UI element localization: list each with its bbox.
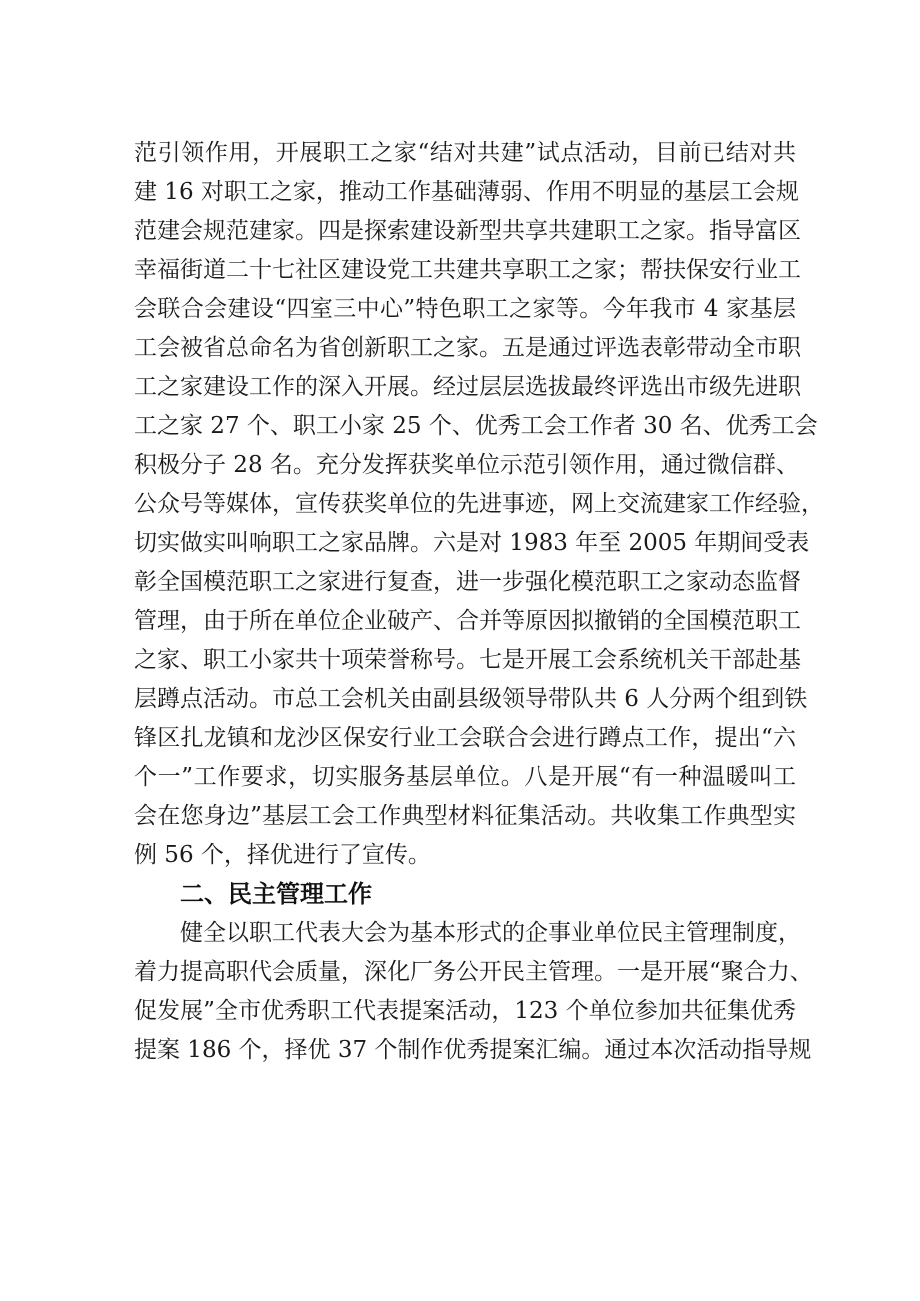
text-line: 工之家 27 个、职工小家 25 个、优秀工会工作者 30 名、优秀工会 <box>134 413 818 439</box>
text-line: 例 56 个，择优进行了宣传。 <box>134 842 431 868</box>
text-line: 管理，由于所在单位企业破产、合并等原因拟撤销的全国模范职工 <box>134 608 801 634</box>
text-line: 工之家建设工作的深入开展。经过层层选拔最终评选出市级先进职 <box>134 374 801 400</box>
text-line: 会在您身边”基层工会工作典型材料征集活动。共收集工作典型实 <box>134 803 796 829</box>
text-line: 工会被省总命名为省创新职工之家。五是通过评选表彰带动全市职 <box>134 335 801 361</box>
text-line: 幸福街道二十七社区建设党工共建共享职工之家；帮扶保安行业工 <box>134 257 801 283</box>
text-line: 锋区扎龙镇和龙沙区保安行业工会联合会进行蹲点工作，提出“六 <box>134 725 796 751</box>
text-line: 促发展”全市优秀职工代表提案活动，123 个单位参加共征集优秀 <box>134 998 796 1024</box>
text-line: 彰全国模范职工之家进行复查，进一步强化模范职工之家动态监督 <box>134 569 801 595</box>
text-line: 切实做实叫响职工之家品牌。六是对 1983 年至 2005 年期间受表 <box>134 530 810 556</box>
paragraph-work-report <box>134 134 824 875</box>
text-line: 健全以职工代表大会为基本形式的企事业单位民主管理制度， <box>180 920 801 946</box>
text-line: 层蹲点活动。市总工会机关由副县级领导带队共 6 人分两个组到铁 <box>134 686 808 712</box>
text-line: 会联合会建设“四室三中心”特色职工之家等。今年我市 4 家基层 <box>134 296 796 322</box>
text-line: 公众号等媒体，宣传获奖单位的先进事迹，网上交流建家工作经验， <box>134 491 824 517</box>
text-line: 之家、职工小家共十项荣誉称号。七是开展工会系统机关干部赴基 <box>134 647 801 673</box>
text-line: 个一”工作要求，切实服务基层单位。八是开展“有一种温暖叫工 <box>134 764 796 790</box>
text-line: 积极分子 28 名。充分发挥获奖单位示范引领作用，通过微信群、 <box>134 452 799 478</box>
text-line: 建 16 对职工之家，推动工作基础薄弱、作用不明显的基层工会规 <box>134 179 799 205</box>
text-line: 着力提高职代会质量，深化厂务公开民主管理。一是开展“聚合力、 <box>134 959 813 985</box>
text-line: 提案 186 个，择优 37 个制作优秀提案汇编。通过本次活动指导规 <box>134 1037 812 1063</box>
text-line: 范引领作用，开展职工之家“结对共建”试点活动，目前已结对共 <box>134 140 796 166</box>
section-heading: 二、民主管理工作 <box>180 880 372 908</box>
paragraph-democratic-management <box>134 914 813 1070</box>
text-line: 范建会规范建家。四是探索建设新型共享共建职工之家。指导富区 <box>134 218 801 244</box>
document-body <box>134 134 824 1070</box>
